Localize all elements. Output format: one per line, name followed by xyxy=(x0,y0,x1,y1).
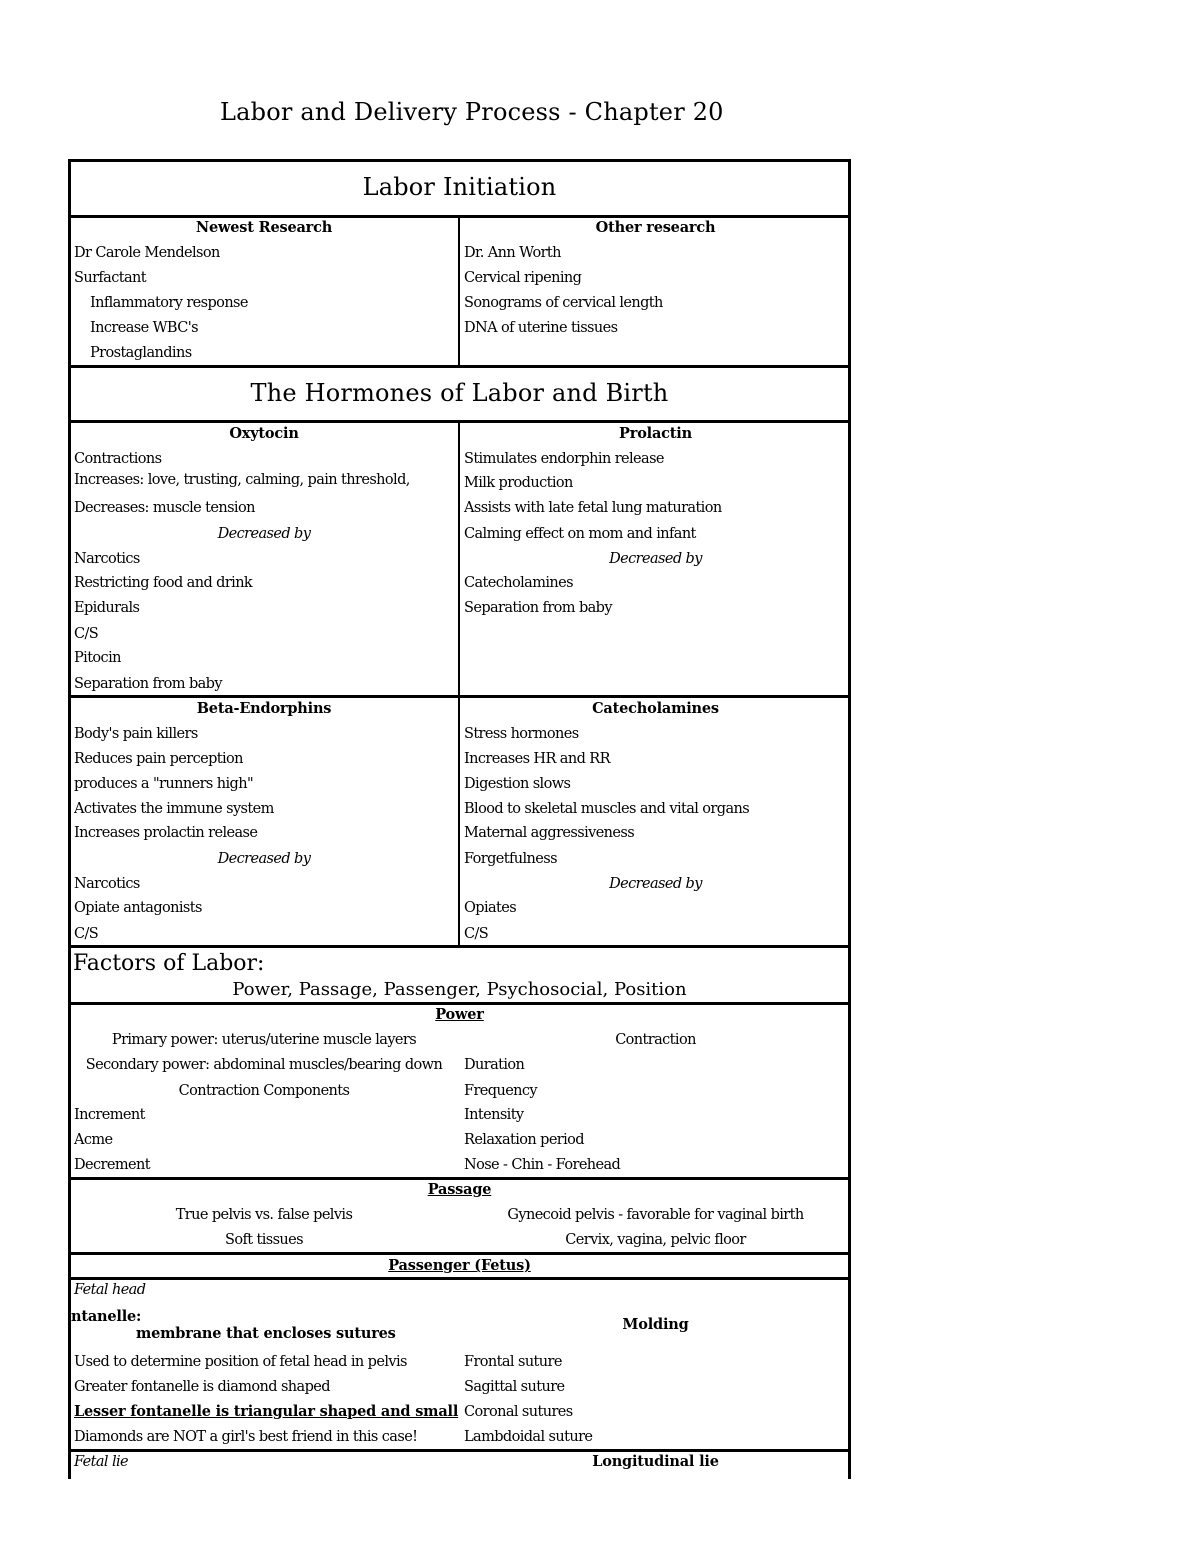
list-item: Relaxation period xyxy=(464,1132,584,1148)
list-item: Cervix, vagina, pelvic floor xyxy=(565,1232,746,1248)
contraction-header: Contraction xyxy=(615,1032,696,1048)
list-item: True pelvis vs. false pelvis xyxy=(175,1207,353,1223)
list-item: Blood to skeletal muscles and vital organs xyxy=(464,801,750,817)
passenger-header: Passenger (Fetus) xyxy=(388,1257,531,1274)
list-item: Activates the immune system xyxy=(74,801,274,817)
list-item: Dr Carole Mendelson xyxy=(74,245,220,261)
border-left xyxy=(68,159,71,1479)
list-item: Greater fontanelle is diamond shaped xyxy=(74,1379,330,1395)
list-item: Dr. Ann Worth xyxy=(464,245,561,261)
fetal-head-label: Fetal head xyxy=(74,1282,146,1298)
list-item: Reduces pain perception xyxy=(74,751,243,767)
oxytocin-header: Oxytocin xyxy=(229,425,299,442)
border-right xyxy=(848,159,851,1479)
list-item: Secondary power: abdominal muscles/bearing down xyxy=(85,1057,443,1073)
list-item: C/S xyxy=(74,626,99,642)
rule xyxy=(68,1449,851,1452)
newest-research-header: Newest Research xyxy=(195,219,333,236)
list-item: Decrement xyxy=(74,1157,150,1173)
list-item: Contraction Components xyxy=(178,1083,350,1099)
list-item: Intensity xyxy=(464,1107,524,1123)
list-item: Cervical ripening xyxy=(464,270,582,286)
list-item: Lesser fontanelle is triangular shaped and small xyxy=(74,1403,459,1420)
list-item: C/S xyxy=(74,926,99,942)
molding-header: Molding xyxy=(622,1316,689,1333)
list-item: Frontal suture xyxy=(464,1354,562,1370)
prolactin-header: Prolactin xyxy=(619,425,692,442)
list-item: Stimulates endorphin release xyxy=(464,451,664,467)
list-item: Coronal sutures xyxy=(464,1404,573,1420)
worksheet-table xyxy=(68,159,851,1479)
list-item: Forgetfulness xyxy=(464,851,557,867)
list-item: Sonograms of cervical length xyxy=(464,295,663,311)
list-item: Decreases: muscle tension xyxy=(74,500,255,516)
list-item: Surfactant xyxy=(74,270,146,286)
list-item: Milk production xyxy=(464,475,573,491)
fontanelle-definition: membrane that encloses sutures xyxy=(136,1325,396,1342)
list-item: Opiate antagonists xyxy=(74,900,202,916)
list-item: Lambdoidal suture xyxy=(464,1429,593,1445)
section-labor-initiation: Labor Initiation xyxy=(362,173,557,201)
rule xyxy=(68,1177,851,1180)
rule-top xyxy=(68,159,851,162)
list-item: Nose - Chin - Forehead xyxy=(464,1157,621,1173)
decreased-by-label: Decreased by xyxy=(609,876,702,892)
power-header: Power xyxy=(435,1006,484,1023)
fetal-lie-label: Fetal lie xyxy=(74,1454,129,1470)
list-item: Body's pain killers xyxy=(74,726,198,742)
passage-header: Passage xyxy=(427,1181,492,1198)
longitudinal-lie-label: Longitudinal lie xyxy=(592,1453,719,1470)
list-item: Soft tissues xyxy=(225,1232,303,1248)
list-item: Frequency xyxy=(464,1083,538,1099)
list-item: Prostaglandins xyxy=(90,345,192,361)
decreased-by-label: Decreased by xyxy=(217,851,311,867)
list-item: Sagittal suture xyxy=(464,1379,565,1395)
list-item: Assists with late fetal lung maturation xyxy=(464,500,722,516)
list-item: produces a "runners high" xyxy=(74,776,254,792)
list-item: C/S xyxy=(464,926,489,942)
list-item: Gynecoid pelvis - favorable for vaginal birth xyxy=(507,1207,804,1223)
list-item: Stress hormones xyxy=(464,726,579,742)
list-item: Used to determine position of fetal head in pelvis xyxy=(74,1354,407,1370)
beta-endorphins-header: Beta-Endorphins xyxy=(196,700,332,717)
list-item: Duration xyxy=(464,1057,525,1073)
list-item: Narcotics xyxy=(74,551,140,567)
list-item: Contractions xyxy=(74,451,162,467)
decreased-by-label: Decreased by xyxy=(217,526,311,542)
fontanelle-label: ntanelle: xyxy=(71,1308,142,1325)
other-research-header: Other research xyxy=(595,219,716,236)
list-item: Maternal aggressiveness xyxy=(464,825,635,841)
rule xyxy=(68,1002,851,1005)
list-item: Increases prolactin release xyxy=(74,825,258,841)
rule xyxy=(68,1252,851,1255)
list-item: Narcotics xyxy=(74,876,140,892)
rule xyxy=(68,1277,851,1280)
list-item: Separation from baby xyxy=(464,600,612,616)
list-item: Increase WBC's xyxy=(90,320,198,336)
list-item: DNA of uterine tissues xyxy=(464,320,618,336)
list-item: Separation from baby xyxy=(74,676,222,692)
list-item: Pitocin xyxy=(74,650,121,666)
list-item: Opiates xyxy=(464,900,517,916)
list-item: Catecholamines xyxy=(464,575,573,591)
list-item: Digestion slows xyxy=(464,776,571,792)
decreased-by-label: Decreased by xyxy=(609,551,702,567)
factors-heading: Factors of Labor: xyxy=(73,951,265,976)
catecholamines-header: Catecholamines xyxy=(592,700,719,717)
column-divider xyxy=(458,215,460,367)
list-item: Inflammatory response xyxy=(90,295,248,311)
list-item: Acme xyxy=(74,1132,113,1148)
document-title: Labor and Delivery Process - Chapter 20 xyxy=(220,98,724,126)
factors-subheading: Power, Passage, Passenger, Psychosocial, Position xyxy=(232,979,687,1000)
list-item: Diamonds are NOT a girl's best friend in this case! xyxy=(74,1429,418,1445)
list-item: Increases: love, trusting, calming, pain threshold, xyxy=(74,472,410,488)
list-item: Epidurals xyxy=(74,600,140,616)
list-item: Restricting food and drink xyxy=(74,575,253,591)
list-item: Primary power: uterus/uterine muscle layers xyxy=(111,1032,417,1048)
section-hormones: The Hormones of Labor and Birth xyxy=(250,379,669,407)
list-item: Increment xyxy=(74,1107,145,1123)
list-item: Increases HR and RR xyxy=(464,751,610,767)
list-item: Calming effect on mom and infant xyxy=(464,526,696,542)
